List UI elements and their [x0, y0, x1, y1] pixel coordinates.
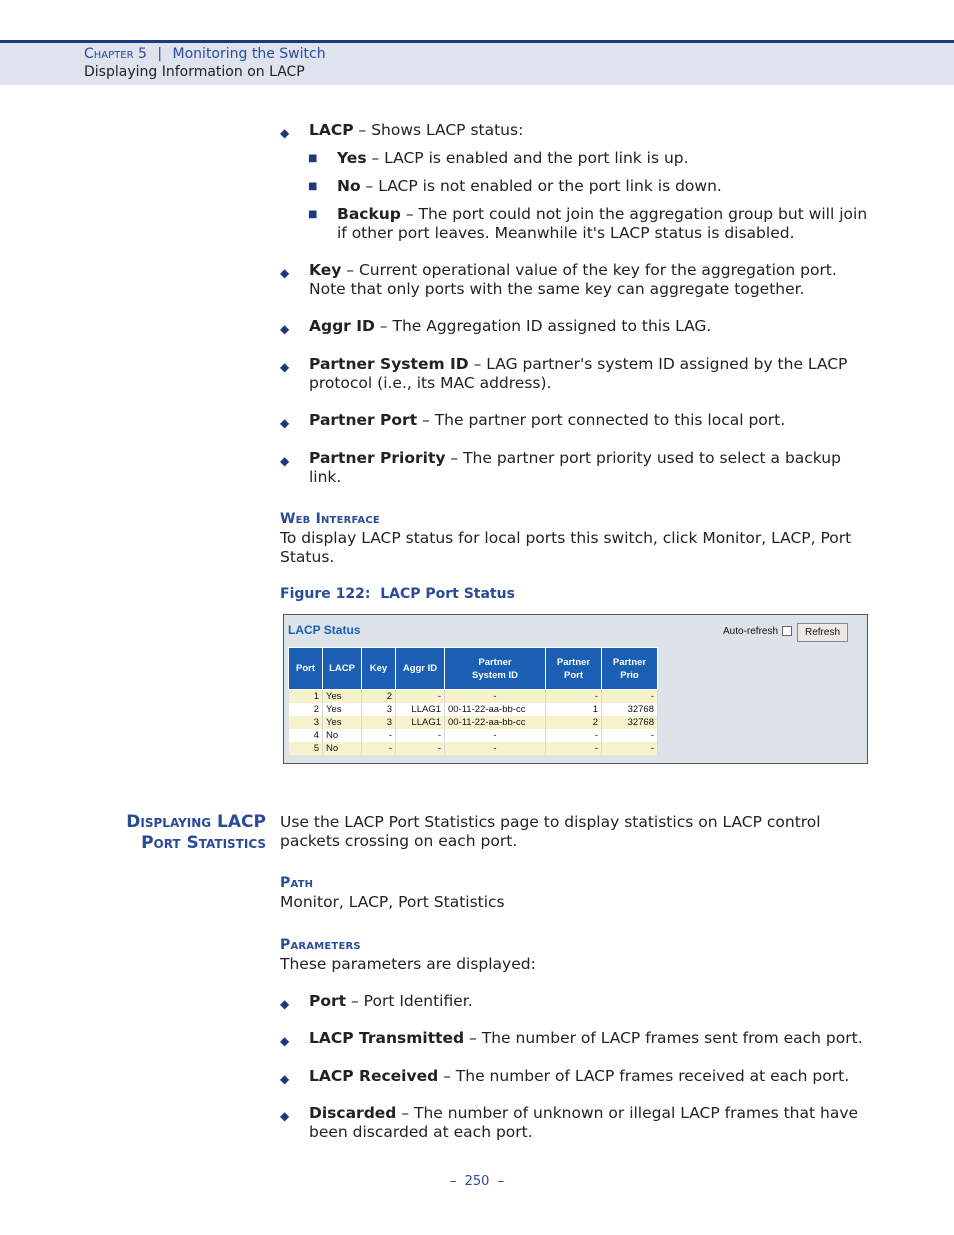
bullet-desc: – LAG partner's system ID assigned by the LACP protocol (i.e., its MAC address). [309, 355, 848, 392]
table-cell-port: 5 [289, 742, 323, 755]
table-cell-lacp: Yes [323, 716, 362, 729]
table-row [289, 716, 658, 729]
bullet-lacp-transmitted [280, 1029, 870, 1048]
bullet-term: LACP Received [309, 1067, 439, 1085]
table-cell-key: 3 [362, 716, 396, 729]
sub-bullet-term: No [337, 177, 361, 195]
table-cell-lacp: No [323, 729, 362, 742]
table-cell-prio: - [602, 742, 658, 755]
bullet-partner-system-id [280, 355, 870, 393]
column-header-partner-port: Partner Port [546, 648, 602, 690]
table-cell-port: 3 [289, 716, 323, 729]
bullet-desc: – The partner port priority used to select a backup link. [309, 449, 841, 486]
bullet-term: Partner Port [309, 411, 418, 429]
side-heading-line2: Port Statistics [141, 833, 266, 853]
table-cell-sysid: - [445, 742, 546, 755]
section-title: Displaying Information on LACP [84, 64, 305, 80]
diamond-bullet-icon: ◆ [280, 1072, 290, 1086]
square-bullet-icon: ■ [308, 209, 318, 220]
bullet-desc: – The partner port connected to this local port. [417, 411, 786, 429]
sub-bullet-backup [308, 205, 868, 243]
web-interface-text: To display LACP status for local ports this switch, click Monitor, LACP, Port Status. [280, 529, 852, 566]
bullet-lacp-received [280, 1067, 870, 1086]
table-cell-prio: 32768 [602, 703, 658, 716]
table-cell-sysid: 00-11-22-aa-bb-cc [445, 703, 546, 716]
table-cell-port: 1 [289, 690, 323, 704]
bullet-discarded [280, 1104, 870, 1142]
column-header-aggr-id: Aggr ID [396, 648, 445, 690]
table-cell-pport: 2 [546, 716, 602, 729]
bullet-term: LACP [309, 121, 354, 139]
table-row [289, 729, 658, 742]
table-cell-prio: - [602, 690, 658, 704]
sub-bullet-desc: – LACP is enabled and the port link is up. [366, 149, 689, 167]
table-cell-aggr: - [396, 742, 445, 755]
bullet-desc: – The number of LACP frames received at each port. [438, 1067, 850, 1085]
panel-title: LACP Status [288, 623, 361, 637]
figure-caption: Figure 122: LACP Port Status [280, 586, 515, 602]
table-cell-key: - [362, 729, 396, 742]
square-bullet-icon: ■ [308, 153, 318, 164]
bullet-partner-port [280, 411, 870, 430]
table-row [289, 690, 658, 704]
table-cell-pport: - [546, 690, 602, 704]
bullet-desc: – The Aggregation ID assigned to this LAG. [374, 317, 712, 335]
side-heading-line1: Displaying LACP [126, 812, 266, 832]
chapter-breadcrumb [84, 46, 326, 62]
sub-bullet-term: Yes [337, 149, 367, 167]
diamond-bullet-icon: ◆ [280, 266, 290, 280]
stats-intro: Use the LACP Port Statistics page to display statistics on LACP control packets crossing on each port. [280, 813, 821, 850]
table-cell-pport: 1 [546, 703, 602, 716]
column-header-lacp: LACP [323, 648, 362, 690]
sub-bullet-desc: – LACP is not enabled or the port link is down. [360, 177, 722, 195]
parameters-heading: Parameters [280, 937, 361, 953]
bullet-desc: – Shows LACP status: [353, 121, 524, 139]
table-cell-key: 2 [362, 690, 396, 704]
diamond-bullet-icon: ◆ [280, 416, 290, 430]
diamond-bullet-icon: ◆ [280, 1109, 290, 1123]
auto-refresh-label: Auto-refresh [723, 626, 779, 637]
table-cell-prio: - [602, 729, 658, 742]
web-interface-heading: Web Interface [280, 511, 380, 527]
refresh-button[interactable]: Refresh [797, 623, 848, 642]
bullet-term: Partner System ID [309, 355, 469, 373]
table-cell-sysid: - [445, 729, 546, 742]
bullet-term: Port [309, 992, 347, 1010]
bullet-lacp [280, 121, 870, 140]
bullet-desc: – The number of unknown or illegal LACP frames that have been discarded at each port. [309, 1104, 859, 1141]
table-cell-sysid: - [445, 690, 546, 704]
side-heading [60, 812, 266, 854]
column-header-partner-system-id: Partner System ID [445, 648, 546, 690]
table-cell-prio: 32768 [602, 716, 658, 729]
table-header-row [289, 648, 658, 690]
sub-bullet-yes [308, 149, 868, 168]
table-cell-lacp: Yes [323, 703, 362, 716]
sub-bullet-no [308, 177, 868, 196]
path-heading: Path [280, 875, 314, 891]
diamond-bullet-icon: ◆ [280, 360, 290, 374]
bullet-port [280, 992, 870, 1011]
diamond-bullet-icon: ◆ [280, 1034, 290, 1048]
table-cell-lacp: No [323, 742, 362, 755]
column-header-port: Port [289, 648, 323, 690]
table-cell-port: 2 [289, 703, 323, 716]
bullet-term: Partner Priority [309, 449, 446, 467]
bullet-desc: – Current operational value of the key for the aggregation port. Note that only ports with the same key can aggregate together. [309, 261, 837, 298]
table-cell-key: 3 [362, 703, 396, 716]
table-cell-aggr: LLAG1 [396, 716, 445, 729]
table-cell-key: - [362, 742, 396, 755]
diamond-bullet-icon: ◆ [280, 126, 290, 140]
auto-refresh-checkbox[interactable] [782, 626, 792, 636]
sub-bullet-desc: – The port could not join the aggregation group but will join if other port leaves. Meanwhile it's LACP status is disabled. [337, 205, 868, 242]
bullet-term: LACP Transmitted [309, 1029, 465, 1047]
sub-bullet-term: Backup [337, 205, 401, 223]
bullet-aggr-id [280, 317, 870, 336]
chapter-label: Chapter 5 [84, 46, 147, 62]
table-cell-aggr: - [396, 729, 445, 742]
diamond-bullet-icon: ◆ [280, 997, 290, 1011]
chapter-title: Monitoring the Switch [172, 46, 326, 62]
parameters-text: These parameters are displayed: [280, 955, 536, 973]
bullet-term: Discarded [309, 1104, 397, 1122]
bullet-partner-priority [280, 449, 870, 487]
path-text: Monitor, LACP, Port Statistics [280, 893, 505, 911]
column-header-partner-prio: Partner Prio [602, 648, 658, 690]
bullet-desc: – The number of LACP frames sent from each port. [464, 1029, 863, 1047]
lacp-status-screenshot [283, 614, 868, 764]
diamond-bullet-icon: ◆ [280, 322, 290, 336]
diamond-bullet-icon: ◆ [280, 454, 290, 468]
bullet-term: Key [309, 261, 342, 279]
column-header-key: Key [362, 648, 396, 690]
table-row [289, 703, 658, 716]
table-cell-pport: - [546, 742, 602, 755]
table-cell-aggr: - [396, 690, 445, 704]
page-number: – 250 – [449, 1174, 505, 1189]
table-cell-aggr: LLAG1 [396, 703, 445, 716]
square-bullet-icon: ■ [308, 181, 318, 192]
table-cell-pport: - [546, 729, 602, 742]
breadcrumb-separator: | [157, 46, 163, 62]
bullet-desc: – Port Identifier. [346, 992, 473, 1010]
lacp-status-table [288, 647, 658, 755]
table-cell-lacp: Yes [323, 690, 362, 704]
table-row [289, 742, 658, 755]
bullet-term: Aggr ID [309, 317, 375, 335]
table-cell-port: 4 [289, 729, 323, 742]
bullet-key [280, 261, 870, 299]
table-cell-sysid: 00-11-22-aa-bb-cc [445, 716, 546, 729]
